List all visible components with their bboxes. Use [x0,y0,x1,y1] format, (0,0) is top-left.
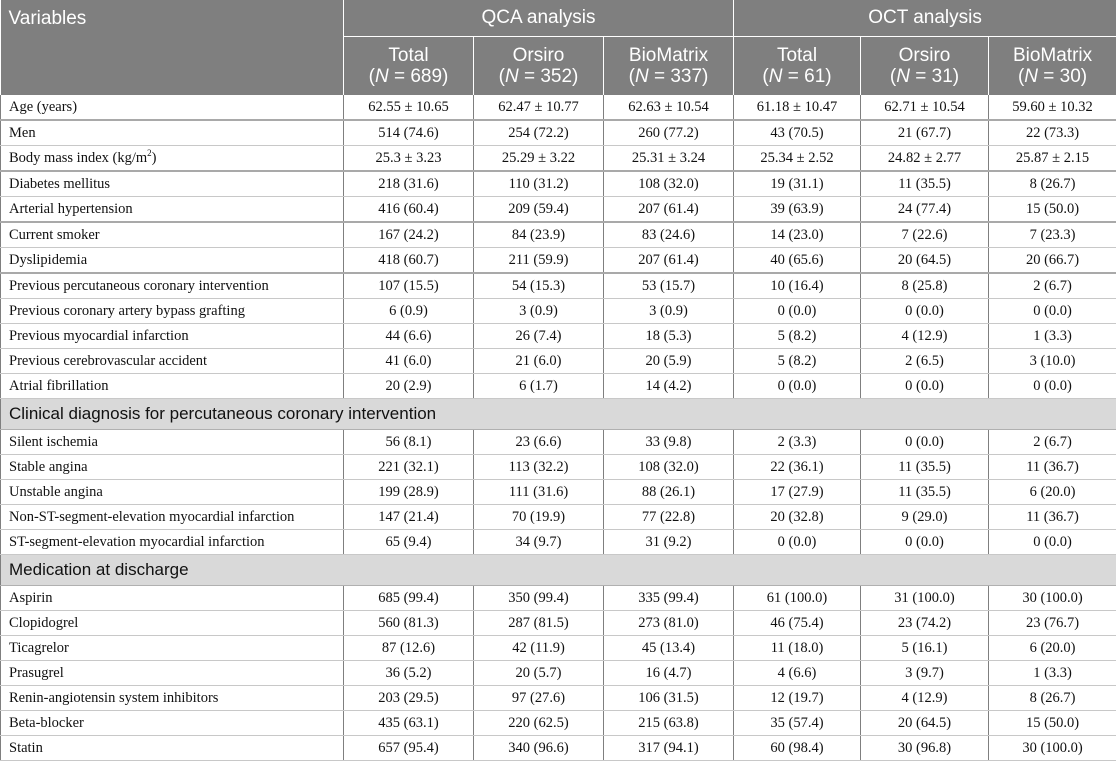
table-cell: 3 (9.7) [861,661,989,686]
table-cell: 287 (81.5) [474,611,604,636]
table-cell: 23 (6.6) [474,430,604,455]
row-label-text: Previous cerebrovascular accident [9,353,207,369]
row-label [1,248,344,274]
table-cell: 0 (0.0) [861,299,989,324]
column-count: (N = 352) [474,66,603,87]
table-cell: 20 (5.9) [604,349,734,374]
table-cell: 0 (0.0) [989,299,1116,324]
n-label: N [635,66,649,87]
table-cell: 11 (35.5) [861,480,989,505]
row-label-text: Ticagrelor [9,640,69,656]
table-cell: 110 (31.2) [474,171,604,197]
table-cell: 59.60 ± 10.32 [989,95,1116,120]
table-cell: 87 (12.6) [344,636,474,661]
table-cell: 30 (100.0) [989,586,1116,611]
table-cell: 215 (63.8) [604,711,734,736]
table-row [1,530,1116,555]
column-name: Orsiro [861,45,988,66]
table-cell: 40 (65.6) [734,248,861,274]
table-cell: 20 (32.8) [734,505,861,530]
section-title: Medication at discharge [1,555,1116,586]
table-cell: 260 (77.2) [604,120,734,146]
table-cell: 53 (15.7) [604,273,734,299]
table-row [1,455,1116,480]
table-cell: 24 (77.4) [861,197,989,223]
table-row [1,711,1116,736]
n-label: N [769,66,783,87]
table-cell: 14 (4.2) [604,374,734,399]
table-row [1,248,1116,274]
n-label: N [375,66,389,87]
table-row [1,95,1116,120]
table-cell: 20 (64.5) [861,248,989,274]
table-cell: 70 (19.9) [474,505,604,530]
table-cell: 30 (96.8) [861,736,989,761]
table-cell: 97 (27.6) [474,686,604,711]
n-equals: = [519,66,541,87]
row-label-text: Current smoker [9,227,100,243]
column-header-total-oct [734,37,861,96]
row-label [1,586,344,611]
table-row [1,430,1116,455]
oct-analysis-header: OCT analysis [734,0,1116,37]
n-value: 352 [540,66,572,87]
row-label [1,95,344,120]
table-cell: 25.87 ± 2.15 [989,146,1116,172]
table-cell: 317 (94.1) [604,736,734,761]
table-cell: 11 (35.5) [861,455,989,480]
row-label [1,197,344,223]
table-cell: 5 (16.1) [861,636,989,661]
table-row [1,222,1116,248]
table-cell: 2 (6.7) [989,273,1116,299]
table-cell: 4 (12.9) [861,686,989,711]
n-equals: = [782,66,804,87]
column-name: Total [344,45,473,66]
column-name: Total [734,45,860,66]
table-cell: 23 (76.7) [989,611,1116,636]
table-cell: 6 (0.9) [344,299,474,324]
n-equals: = [910,66,932,87]
table-cell: 0 (0.0) [861,374,989,399]
table-cell: 20 (2.9) [344,374,474,399]
table-cell: 2 (6.7) [989,430,1116,455]
unit-superscript: 2 [147,148,152,158]
table-cell: 36 (5.2) [344,661,474,686]
table-cell: 25.3 ± 3.23 [344,146,474,172]
table-cell: 88 (26.1) [604,480,734,505]
table-cell: 20 (64.5) [861,711,989,736]
row-label-text: Diabetes mellitus [9,176,110,192]
row-label-text: Renin-angiotensin system inhibitors [9,690,218,706]
table-cell: 2 (3.3) [734,430,861,455]
table-cell: 15 (50.0) [989,197,1116,223]
table-cell: 0 (0.0) [989,530,1116,555]
row-label [1,222,344,248]
table-cell: 35 (57.4) [734,711,861,736]
table-row [1,611,1116,636]
table-cell: 0 (0.0) [989,374,1116,399]
table-cell: 418 (60.7) [344,248,474,274]
table-cell: 8 (25.8) [861,273,989,299]
row-label-text: Clopidogrel [9,615,78,631]
column-name: Orsiro [474,45,603,66]
table-cell: 61 (100.0) [734,586,861,611]
row-label [1,349,344,374]
table-cell: 18 (5.3) [604,324,734,349]
n-label: N [1024,66,1038,87]
n-equals: = [1038,66,1060,87]
table-cell: 113 (32.2) [474,455,604,480]
table-row [1,374,1116,399]
table-cell: 31 (100.0) [861,586,989,611]
column-count: (N = 689) [344,66,473,87]
column-name: BioMatrix [604,45,733,66]
table-row [1,636,1116,661]
table-cell: 8 (26.7) [989,686,1116,711]
row-label [1,611,344,636]
table-cell: 147 (21.4) [344,505,474,530]
n-equals: = [649,66,671,87]
row-label [1,120,344,146]
table-cell: 435 (63.1) [344,711,474,736]
table-cell: 83 (24.6) [604,222,734,248]
section-header-medication [1,555,1116,586]
table-row [1,197,1116,223]
qca-analysis-header: QCA analysis [344,0,734,37]
row-label [1,736,344,761]
table-cell: 335 (99.4) [604,586,734,611]
row-label [1,480,344,505]
row-label [1,455,344,480]
table-cell: 5 (8.2) [734,324,861,349]
row-label [1,636,344,661]
column-name: BioMatrix [989,45,1116,66]
table-cell: 108 (32.0) [604,171,734,197]
column-count: (N = 337) [604,66,733,87]
table-cell: 42 (11.9) [474,636,604,661]
table-cell: 33 (9.8) [604,430,734,455]
table-cell: 25.34 ± 2.52 [734,146,861,172]
table-cell: 11 (35.5) [861,171,989,197]
row-label [1,711,344,736]
table-body [1,95,1116,761]
column-count: (N = 30) [989,66,1116,87]
row-label [1,374,344,399]
column-header-biomatrix-oct [989,37,1116,96]
row-label-text: Men [9,125,36,141]
table-cell: 25.29 ± 3.22 [474,146,604,172]
table-cell: 1 (3.3) [989,661,1116,686]
table-cell: 108 (32.0) [604,455,734,480]
section-title: Clinical diagnosis for percutaneous coronary intervention [1,399,1116,430]
table-cell: 514 (74.6) [344,120,474,146]
row-label [1,686,344,711]
row-label-text: Non-ST-segment-elevation myocardial infarction [9,509,294,525]
table-cell: 211 (59.9) [474,248,604,274]
table-cell: 15 (50.0) [989,711,1116,736]
row-label: Body mass index $(kg/m^2)$ [1,146,344,172]
table-cell: 12 (19.7) [734,686,861,711]
row-label-text: Age (years) [9,99,77,115]
table-cell: 62.47 ± 10.77 [474,95,604,120]
table-cell: 46 (75.4) [734,611,861,636]
table-cell: 31 (9.2) [604,530,734,555]
table-cell: 350 (99.4) [474,586,604,611]
table-cell: 16 (4.7) [604,661,734,686]
row-label [1,530,344,555]
row-label-text: Body mass index (kg/m [9,150,147,166]
table-cell: 167 (24.2) [344,222,474,248]
table-cell: 106 (31.5) [604,686,734,711]
column-count: (N = 61) [734,66,860,87]
table-cell: 11 (36.7) [989,455,1116,480]
row-label-text: Statin [9,740,43,756]
table-cell: 43 (70.5) [734,120,861,146]
table-row [1,299,1116,324]
table-cell: 0 (0.0) [734,374,861,399]
column-header-orsiro-qca [474,37,604,96]
table-cell: 199 (28.9) [344,480,474,505]
table-cell: 11 (36.7) [989,505,1116,530]
table-cell: 9 (29.0) [861,505,989,530]
row-label-text: Unstable angina [9,484,103,500]
table-cell: 6 (20.0) [989,636,1116,661]
table-row [1,273,1116,299]
table-row [1,146,1116,172]
row-label-text: Atrial fibrillation [9,378,108,394]
row-label-text: Previous myocardial infarction [9,328,189,344]
row-label-text: Prasugrel [9,665,64,681]
table-cell: 14 (23.0) [734,222,861,248]
row-label [1,171,344,197]
table-cell: 62.55 ± 10.65 [344,95,474,120]
table-cell: 45 (13.4) [604,636,734,661]
table-cell: 17 (27.9) [734,480,861,505]
table-cell: 6 (20.0) [989,480,1116,505]
row-label-text: Silent ischemia [9,434,98,450]
table-cell: 10 (16.4) [734,273,861,299]
table-cell: 273 (81.0) [604,611,734,636]
table-cell: 54 (15.3) [474,273,604,299]
table-cell: 3 (0.9) [604,299,734,324]
table-cell: 5 (8.2) [734,349,861,374]
table-cell: 61.18 ± 10.47 [734,95,861,120]
table-cell: 7 (23.3) [989,222,1116,248]
table-cell: 0 (0.0) [734,530,861,555]
table-cell: 20 (66.7) [989,248,1116,274]
table-cell: 3 (0.9) [474,299,604,324]
table-cell: 84 (23.9) [474,222,604,248]
table-cell: 560 (81.3) [344,611,474,636]
table-row [1,171,1116,197]
n-label: N [505,66,519,87]
table-cell: 25.31 ± 3.24 [604,146,734,172]
table-cell: 657 (95.4) [344,736,474,761]
table-row [1,505,1116,530]
table-cell: 203 (29.5) [344,686,474,711]
table-cell: 56 (8.1) [344,430,474,455]
n-value: 689 [410,66,442,87]
table-cell: 44 (6.6) [344,324,474,349]
table-cell: 60 (98.4) [734,736,861,761]
row-label [1,273,344,299]
table-cell: 107 (15.5) [344,273,474,299]
table-cell: 111 (31.6) [474,480,604,505]
column-header-orsiro-oct [861,37,989,96]
table-cell: 65 (9.4) [344,530,474,555]
table-cell: 20 (5.7) [474,661,604,686]
row-label [1,324,344,349]
table-cell: 22 (73.3) [989,120,1116,146]
n-value: 30 [1060,66,1081,87]
row-label-text: Aspirin [9,590,53,606]
table-cell: 26 (7.4) [474,324,604,349]
row-label [1,299,344,324]
table-row [1,349,1116,374]
table-cell: 0 (0.0) [861,430,989,455]
table-row [1,586,1116,611]
row-label [1,661,344,686]
table-cell: 340 (96.6) [474,736,604,761]
table-row [1,661,1116,686]
table-row [1,324,1116,349]
table-cell: 7 (22.6) [861,222,989,248]
row-label-text: ST-segment-elevation myocardial infarction [9,534,265,550]
table-row [1,736,1116,761]
table-cell: 220 (62.5) [474,711,604,736]
table-cell: 0 (0.0) [861,530,989,555]
row-label [1,505,344,530]
table-cell: 11 (18.0) [734,636,861,661]
row-label-text: Previous coronary artery bypass grafting [9,303,245,319]
table-row [1,120,1116,146]
table-cell: 6 (1.7) [474,374,604,399]
row-label-text: Stable angina [9,459,88,475]
row-label-text: Dyslipidemia [9,252,87,268]
table-cell: 30 (100.0) [989,736,1116,761]
table-cell: 62.71 ± 10.54 [861,95,989,120]
table-cell: 207 (61.4) [604,248,734,274]
row-label-text: Previous percutaneous coronary intervention [9,278,269,294]
column-count: (N = 31) [861,66,988,87]
table-cell: 1 (3.3) [989,324,1116,349]
variables-header: Variables [1,0,344,95]
table-cell: 62.63 ± 10.54 [604,95,734,120]
column-header-biomatrix-qca [604,37,734,96]
table-cell: 24.82 ± 2.77 [861,146,989,172]
n-value: 61 [804,66,825,87]
section-header-diagnosis [1,399,1116,430]
table-header [1,0,1116,95]
table-row [1,686,1116,711]
row-label-text: Beta-blocker [9,715,84,731]
table-cell: 21 (67.7) [861,120,989,146]
table-cell: 22 (36.1) [734,455,861,480]
table-cell: 21 (6.0) [474,349,604,374]
table-cell: 221 (32.1) [344,455,474,480]
row-label-text: Arterial hypertension [9,201,133,217]
table-cell: 254 (72.2) [474,120,604,146]
column-header-total-qca [344,37,474,96]
n-label: N [896,66,910,87]
table-cell: 3 (10.0) [989,349,1116,374]
table-row [1,480,1116,505]
table-cell: 41 (6.0) [344,349,474,374]
table-cell: 23 (74.2) [861,611,989,636]
table-cell: 34 (9.7) [474,530,604,555]
table-cell: 4 (6.6) [734,661,861,686]
n-value: 337 [670,66,702,87]
table-cell: 218 (31.6) [344,171,474,197]
table-cell: 416 (60.4) [344,197,474,223]
table-cell: 207 (61.4) [604,197,734,223]
table-cell: 39 (63.9) [734,197,861,223]
table-cell: 2 (6.5) [861,349,989,374]
n-value: 31 [932,66,953,87]
row-label [1,430,344,455]
table-cell: 209 (59.4) [474,197,604,223]
table-cell: 8 (26.7) [989,171,1116,197]
table-cell: 77 (22.8) [604,505,734,530]
table-cell: 19 (31.1) [734,171,861,197]
table-cell: 0 (0.0) [734,299,861,324]
table-cell: 685 (99.4) [344,586,474,611]
n-equals: = [389,66,411,87]
table-cell: 4 (12.9) [861,324,989,349]
